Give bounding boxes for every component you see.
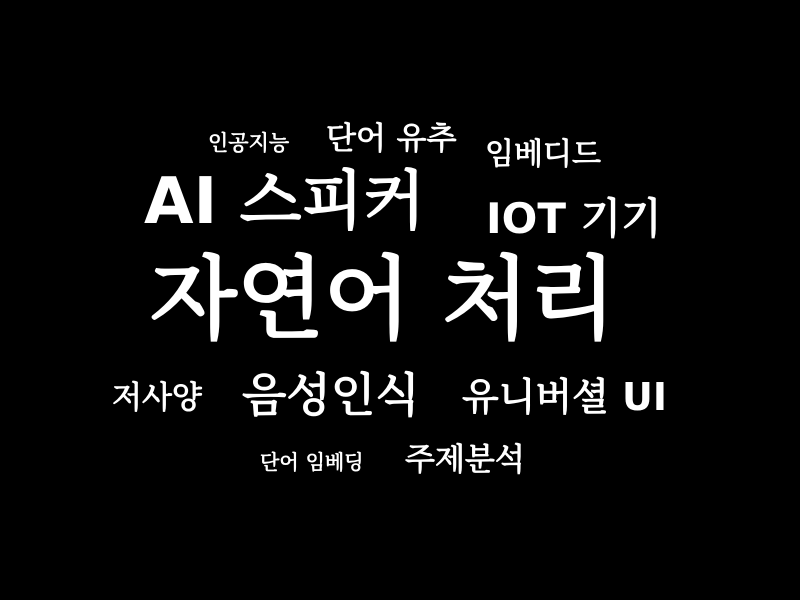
word-word-embedding: 단어 임베딩 [260, 450, 364, 474]
word-natural-language-processing: 자연어 처리 [150, 247, 617, 352]
word-embedded: 임베디드 [485, 137, 601, 172]
word-ai-speaker: AI 스피커 [144, 165, 426, 239]
word-speech-recognition: 음성인식 [242, 368, 420, 422]
word-low-spec: 저사양 [112, 380, 202, 416]
word-topic-analysis: 주제분석 [405, 442, 525, 478]
word-universal-ui: 유니버셜 UI [462, 375, 668, 419]
word-artificial-intelligence: 인공지능 [208, 131, 290, 155]
word-word-inference: 단어 유추 [326, 121, 457, 157]
word-iot-device: IOT 기기 [486, 194, 662, 243]
